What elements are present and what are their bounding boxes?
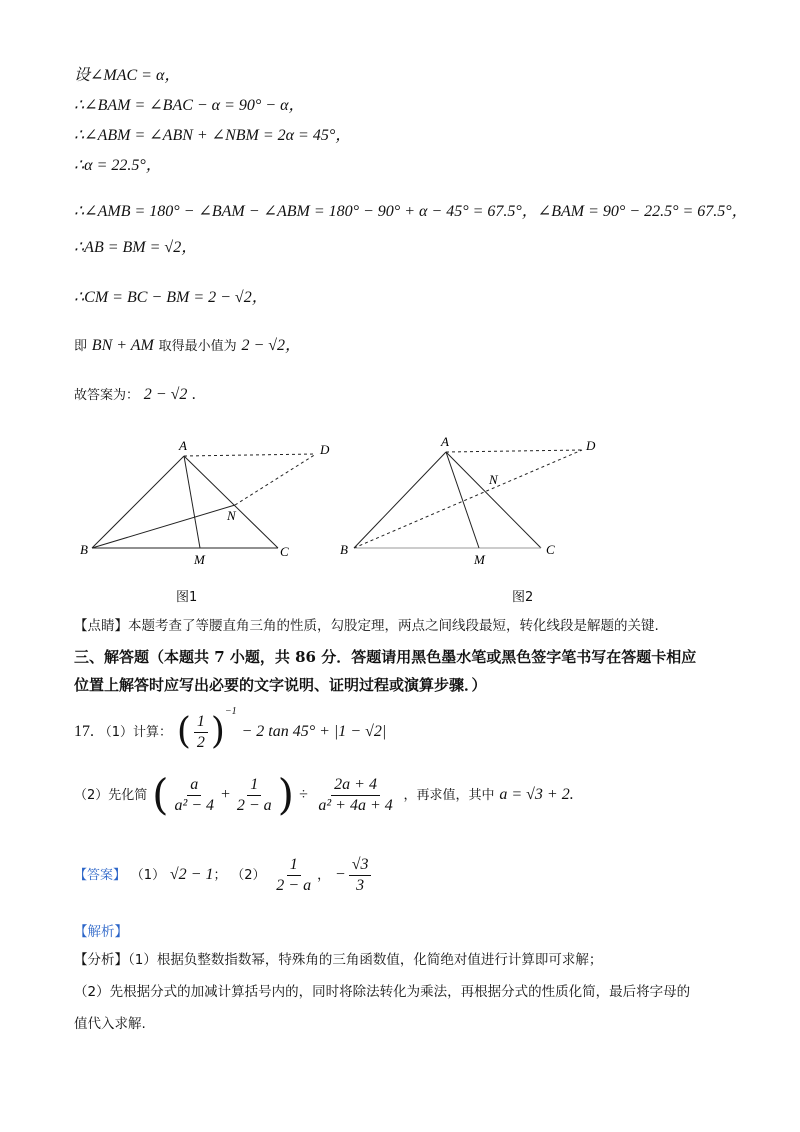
q17-part2-tail: ，再求值，其中 [403, 788, 495, 803]
figure-2 [336, 432, 606, 572]
solution-line-5: ∴∠AMB = 180° − ∠BAM − ∠ABM = 180° − 90° + α − 45° = 67.5°，∠BAM = 90° − 22.5° = 67.5°， [74, 203, 748, 220]
segment-ab [354, 452, 446, 548]
half-fraction: $\frac{1}{2}$ [194, 713, 208, 751]
section-heading-line-1: 三、解答题（本题共 7 小题，共 86 分．答题请用黑色墨水笔或黑色签字笔书写在答题卡相应 [74, 648, 697, 666]
solution-line-4: ∴α = 22.5°， [74, 157, 162, 174]
plus-sign: + [220, 786, 231, 803]
line9-prefix: 故答案为： [74, 388, 140, 403]
figure-1-caption: 图1 [176, 590, 198, 605]
solution-line-6: ∴AB = BM = √2， [74, 239, 198, 256]
q17-part1 [74, 706, 386, 751]
line8-expression: BN + AM [91, 337, 154, 354]
label-b: B [340, 542, 348, 557]
solution-line-2: ∴∠BAM = ∠BAC − α = 90° − α， [74, 97, 305, 114]
segment-ac [446, 452, 541, 548]
label-c: C [280, 544, 289, 559]
label-a: A [179, 438, 187, 453]
line9-value: 2 − √2 [143, 386, 188, 403]
figure-1 [80, 432, 340, 572]
label-d: D [320, 442, 330, 457]
answer-separator: ； [213, 868, 227, 884]
dianjing-text: 【点睛】本题考查了等腰直角三角的性质，勾股定理，两点之间线段最短，转化线段是解题的关键. [74, 618, 659, 634]
segment-nd [235, 454, 316, 505]
analysis-tag: 【解析】 [74, 924, 128, 940]
line8-prefix: 即 [74, 339, 88, 354]
label-n: N [227, 508, 236, 523]
segment-bd [354, 450, 582, 548]
fenxi-line-3: 值代入求解. [74, 1016, 146, 1032]
q17-part1-rest: − 2 tan 45° + |1 − √2| [241, 723, 387, 740]
q17-number: 17. [74, 723, 94, 740]
label-b: B [80, 542, 88, 557]
q17-part1-label: （1）计算： [98, 725, 173, 740]
solution-line-9 [74, 384, 196, 404]
label-c: C [546, 542, 555, 557]
solution-line-3: ∴∠ABM = ∠ABN + ∠NBM = 2α = 45°， [74, 127, 352, 144]
answer-tag: 【答案】 [74, 868, 127, 884]
label-a: A [441, 434, 449, 449]
q17-part2-value: a = √3 + 2 [499, 786, 570, 803]
label-m: M [194, 552, 205, 567]
segment-am [446, 452, 479, 548]
segment-ad [446, 450, 582, 452]
line8-middle: 取得最小值为 [158, 339, 237, 354]
fraction-2a4-over-quadratic: $\frac{2a + 4}{\text{a² + 4a + 4}}$ [318, 775, 393, 814]
label-n: N [489, 472, 498, 487]
segment-ad [184, 454, 316, 456]
line8-value: 2 − √2， [241, 337, 302, 354]
solution-line-1: 设∠MAC = α， [74, 67, 181, 84]
paren-close: ) [277, 770, 295, 819]
figure-2-diagram [336, 432, 606, 572]
paren-close: ) [210, 711, 225, 752]
line9-end: . [192, 386, 197, 403]
answer-minus: − [334, 866, 346, 884]
fraction-1-over-2-a: $\frac{1}{2 - a}$ [236, 775, 272, 814]
q17-part2-label: （2）先化简 [74, 788, 148, 803]
paren-open: ( [152, 770, 169, 819]
fenxi-line-2: （2）先根据分式的加减计算括号内的，同时将除法转化为乘法，再根据分式的性质化简，最后将字母的 [74, 984, 691, 1000]
answer-p1-value: √2 − 1 [169, 866, 214, 884]
q17-part2-end: . [569, 786, 574, 803]
label-m: M [474, 552, 485, 567]
answer-p2-label: （2） [231, 868, 266, 884]
label-d: D [586, 438, 596, 453]
answer-p1-label: （1） [130, 868, 166, 884]
section-heading-line-2: 位置上解答时应写出必要的文字说明、证明过程或演算步骤．） [74, 676, 487, 694]
exponent: −1 [224, 706, 237, 717]
figure-1-diagram [80, 432, 340, 572]
fenxi-line-1: 【分析】（1）根据负整数指数幂，特殊角的三角函数值，化简绝对值进行计算即可求解； [74, 952, 603, 968]
answer-line [74, 856, 374, 894]
answer-sqrt3-fraction: $\frac{√3}{3}$ [349, 856, 372, 894]
solution-line-8 [74, 332, 301, 355]
answer-comma: ， [317, 868, 331, 884]
fraction-a-over-a2-4: $\frac{a}{\text{a² − 4}}$ [174, 775, 215, 814]
paren-open: ( [176, 711, 191, 752]
divide-sign: ÷ [298, 786, 308, 803]
solution-line-7: ∴CM = BC − BM = 2 − √2， [74, 289, 268, 306]
figure-2-caption: 图2 [512, 590, 534, 605]
q17-part2 [74, 770, 574, 819]
answer-fraction: $\frac{1}{2 - a}$ [276, 856, 312, 894]
